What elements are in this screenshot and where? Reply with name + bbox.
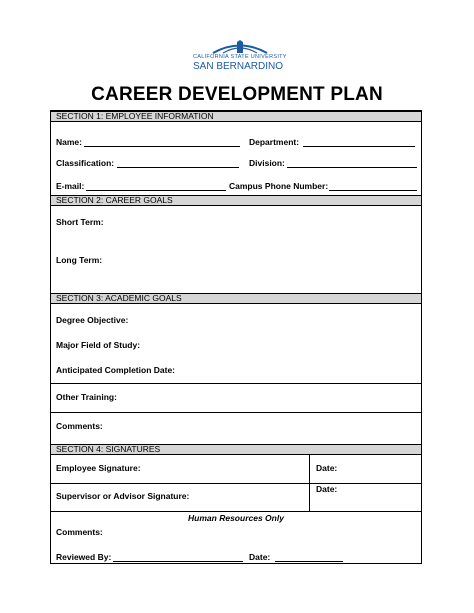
- academic-comments-label: Comments:: [56, 421, 103, 431]
- section4-heading: SECTION 4: SIGNATURES: [51, 444, 421, 455]
- logo-university-text: CALIFORNIA STATE UNIVERSITY: [193, 54, 287, 60]
- email-label: E-mail:: [56, 181, 85, 191]
- section1-heading: SECTION 1: EMPLOYEE INFORMATION: [51, 111, 421, 122]
- reviewed-by-field[interactable]: [113, 561, 243, 562]
- division-label: Division:: [249, 158, 285, 168]
- university-logo: [185, 40, 295, 76]
- divider: [51, 483, 421, 484]
- hr-only-heading: Human Resources Only: [188, 513, 284, 523]
- section3-heading: SECTION 3: ACADEMIC GOALS: [51, 293, 421, 304]
- section2-heading: SECTION 2: CAREER GOALS: [51, 195, 421, 206]
- department-field[interactable]: [303, 146, 415, 147]
- name-label: Name:: [56, 137, 82, 147]
- logo-arch-icon: [185, 40, 295, 54]
- employee-signature-label: Employee Signature:: [56, 463, 141, 473]
- major-field-label: Major Field of Study:: [56, 340, 141, 350]
- hr-date-label: Date:: [249, 552, 271, 562]
- classification-field[interactable]: [117, 167, 239, 168]
- short-term-label: Short Term:: [56, 217, 104, 227]
- reviewed-by-label: Reviewed By:: [56, 552, 112, 562]
- supervisor-date-label: Date:: [316, 484, 338, 494]
- email-field[interactable]: [86, 190, 226, 191]
- page-title: CAREER DEVELOPMENT PLAN: [91, 84, 383, 105]
- employee-date-label: Date:: [316, 463, 338, 473]
- completion-date-label: Anticipated Completion Date:: [56, 365, 176, 375]
- degree-objective-label: Degree Objective:: [56, 315, 129, 325]
- logo-campus-text: SAN BERNARDINO: [193, 61, 284, 72]
- long-term-label: Long Term:: [56, 255, 103, 265]
- career-plan-form: [50, 110, 422, 564]
- divider: [51, 412, 421, 413]
- division-field[interactable]: [287, 167, 417, 168]
- supervisor-signature-label: Supervisor or Advisor Signature:: [56, 491, 190, 501]
- other-training-label: Other Training:: [56, 392, 117, 402]
- divider: [51, 383, 421, 384]
- department-label: Department:: [249, 137, 300, 147]
- classification-label: Classification:: [56, 158, 115, 168]
- hr-date-field[interactable]: [275, 561, 343, 562]
- phone-field[interactable]: [329, 190, 417, 191]
- phone-label: Campus Phone Number:: [229, 181, 329, 191]
- name-field[interactable]: [84, 146, 240, 147]
- divider: [51, 511, 421, 512]
- hr-comments-label: Comments:: [56, 527, 103, 537]
